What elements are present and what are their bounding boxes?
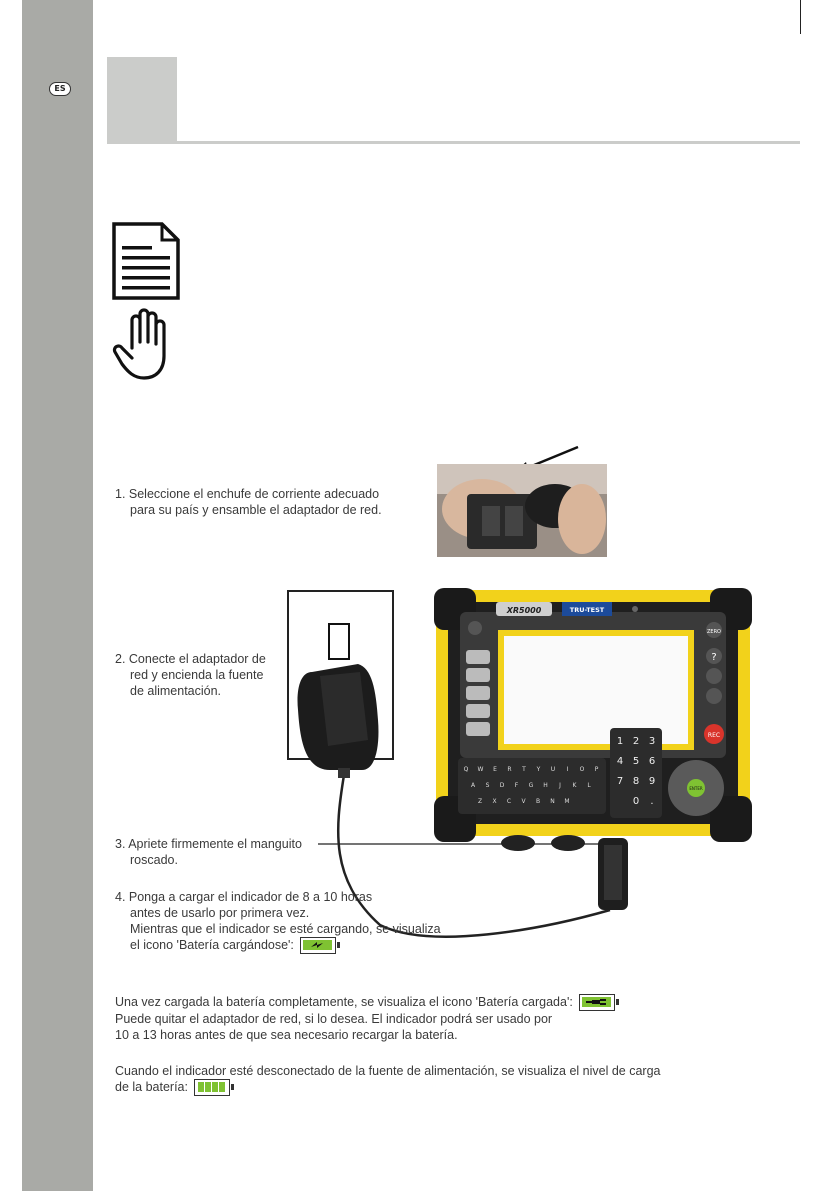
help-key: ? <box>711 652 717 663</box>
step-4-text: 4. Ponga a cargar el indicador de 8 a 10 horas antes de usarlo por primera vez. Mientras que el indicador se esté cargando, se visualiza el icono 'Batería cargándose': <box>115 889 441 954</box>
battery-level-icon <box>194 1079 230 1096</box>
keyboard-key-row2-5: H <box>543 782 548 789</box>
keypad-key-6: 7 <box>616 776 624 787</box>
keypad-key-4: 5 <box>632 756 640 767</box>
keyboard-key-row1-3: R <box>507 766 512 773</box>
language-badge: ES <box>49 82 71 96</box>
keyboard-key-row1-2: E <box>493 766 497 773</box>
crop-mark <box>800 0 801 34</box>
sidebar-strip <box>22 0 93 1191</box>
step-1-text: 1. Seleccione el enchufe de corriente adecuado para su país y ensamble el adaptador de red. <box>115 487 382 517</box>
keyboard-key-row2-8: L <box>587 782 591 789</box>
keypad-key-5: 6 <box>648 756 656 767</box>
step-3-text: 3. Apriete firmemente el manguito roscado. <box>115 837 302 867</box>
keyboard-key-row1-1: W <box>477 766 484 773</box>
keyboard-key-row1-6: U <box>550 766 556 773</box>
keypad-key-3: 4 <box>616 756 624 767</box>
keyboard-key-row3-2: C <box>506 798 512 805</box>
battery-charged-paragraph: Una vez cargada la batería completamente, se visualiza el icono 'Batería cargada': Puede quitar el adaptador de red, si lo desea. El indicador podrá ser usado por 10 a 13 horas antes de que sea necesario recargar la batería. <box>115 994 615 1043</box>
keyboard-key-row3-4: B <box>535 798 541 805</box>
keyboard-key-row3-5: N <box>550 798 555 805</box>
keyboard-key-row3-6: M <box>564 798 570 805</box>
enter-key: ENTER <box>689 786 703 791</box>
keyboard-key-row1-7: I <box>566 766 569 773</box>
keyboard-key-row2-6: J <box>559 782 561 789</box>
keyboard-key-row2-4: G <box>528 782 534 789</box>
keyboard-key-row1-5: Y <box>536 766 541 773</box>
keypad-key-7: 8 <box>632 776 640 787</box>
keyboard-key-row2-3: F <box>514 782 519 789</box>
model-label: XR5000 <box>506 606 542 615</box>
keypad-key-2: 3 <box>648 736 656 747</box>
keyboard-key-row2-0: A <box>470 782 476 789</box>
keypad-key-8: 9 <box>648 776 656 787</box>
keyboard-key-row3-3: V <box>521 798 526 805</box>
battery-charging-icon <box>300 937 336 954</box>
keyboard-key-row2-1: S <box>485 782 490 789</box>
keyboard-key-row2-7: K <box>572 782 577 789</box>
keyboard-key-row1-0: Q <box>463 766 469 773</box>
wall-socket <box>287 590 394 760</box>
keypad-key-9: 0 <box>632 796 640 807</box>
xr5000-indicator <box>434 588 752 848</box>
adapter-assembly-photo <box>437 464 607 557</box>
battery-level-paragraph: Cuando el indicador esté desconectado de la fuente de alimentación, se visualiza el nivel de carga de la batería: <box>115 1063 661 1096</box>
keyboard-key-row3-1: X <box>492 798 497 805</box>
hand-stop-icon <box>112 308 176 380</box>
keyboard-key-row1-4: T <box>522 766 526 773</box>
header-box <box>107 57 177 141</box>
keypad-key-1: 2 <box>632 736 640 747</box>
header-rule <box>107 141 800 144</box>
document-icon <box>112 222 180 300</box>
step-2-text: 2. Conecte el adaptador de red y encienda la fuente de alimentación. <box>115 652 266 698</box>
zero-key: ZERO <box>707 629 721 635</box>
rec-key: REC <box>707 732 721 739</box>
keyboard-key-row3-0: Z <box>477 798 483 805</box>
battery-charged-icon <box>579 994 615 1011</box>
keypad-key-10: . <box>650 796 654 807</box>
keyboard-key-row1-9: P <box>594 766 599 773</box>
keyboard-key-row1-8: O <box>579 766 585 773</box>
keypad-key-0: 1 <box>616 736 624 747</box>
brand-label: TRU-TEST <box>569 606 605 614</box>
keyboard-key-row2-2: D <box>499 782 505 789</box>
